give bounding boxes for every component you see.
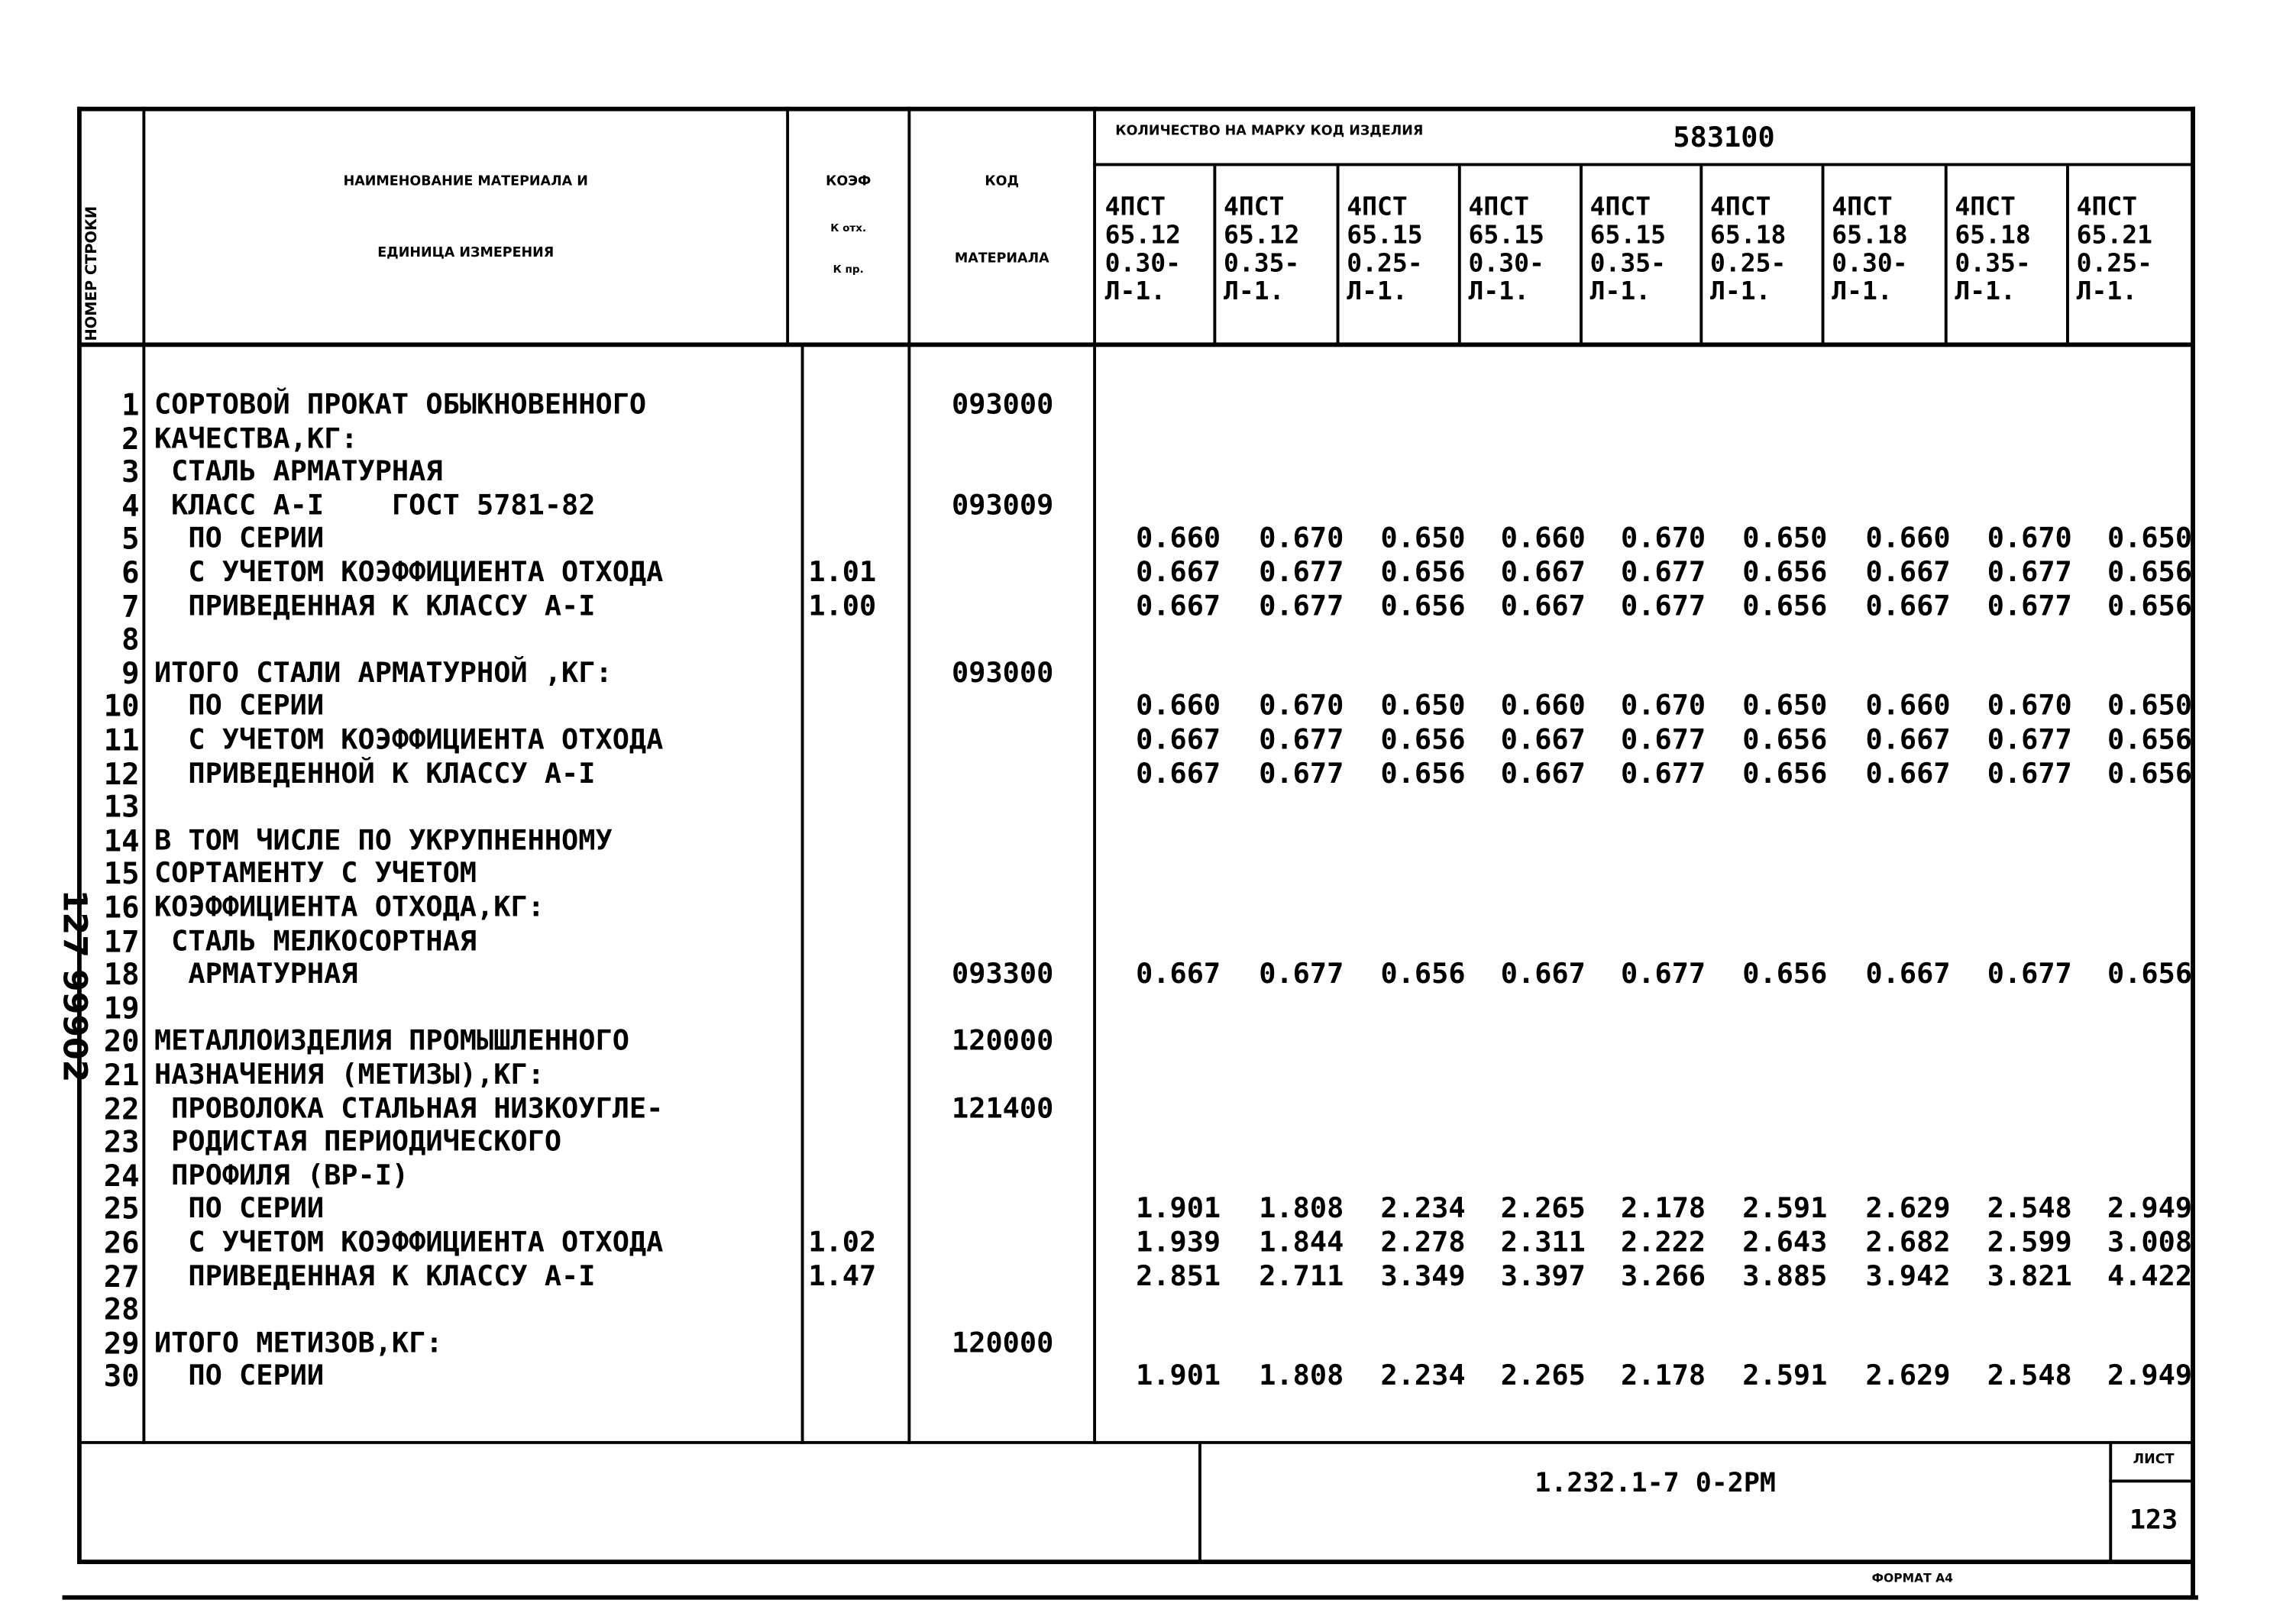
quantity-value: 0.677 xyxy=(1621,555,1706,589)
quantity-value: 3.397 xyxy=(1500,1259,1586,1293)
quantity-value: 0.670 xyxy=(1621,690,1706,723)
quantity-value: 0.650 xyxy=(1380,522,1466,555)
quantity-value: 0.667 xyxy=(1136,723,1221,757)
row-number: 12 xyxy=(103,755,140,791)
quantity-value: 0.670 xyxy=(1621,522,1706,555)
quantity-value: 0.656 xyxy=(1380,757,1466,790)
quantity-value: 0.667 xyxy=(1136,958,1221,991)
product-header: 4ПСТ 65.18 0.35- Л-1. xyxy=(1955,192,2031,307)
quantity-value: 0.656 xyxy=(1742,958,1828,991)
row-number: 3 xyxy=(121,454,140,490)
quantity-value: 0.677 xyxy=(1987,958,2072,991)
quantity-value: 0.667 xyxy=(1865,958,1951,991)
quantity-value: 1.808 xyxy=(1259,1192,1344,1226)
quantity-value: 0.656 xyxy=(2107,757,2193,790)
material-name: ПО СЕРИИ xyxy=(154,1192,325,1226)
quantity-value: 2.311 xyxy=(1500,1226,1586,1259)
material-name-header-line1: НАИМЕНОВАНИЕ МАТЕРИАЛА И xyxy=(343,175,588,190)
coef-header-line1: КОЭФ xyxy=(826,175,872,190)
quantity-value: 3.821 xyxy=(1987,1259,2072,1293)
material-name: В ТОМ ЧИСЛЕ ПО УКРУПНЕННОМУ xyxy=(154,823,613,857)
quantity-value: 0.670 xyxy=(1259,522,1344,555)
quantity-value: 3.266 xyxy=(1621,1259,1706,1293)
material-name: ПРОФИЛЯ (ВР-I) xyxy=(154,1159,409,1192)
quantity-value: 2.234 xyxy=(1380,1359,1466,1393)
row-number: 28 xyxy=(103,1291,140,1327)
quantity-value: 2.629 xyxy=(1865,1192,1951,1226)
quantity-value: 0.677 xyxy=(1987,723,2072,757)
quantity-value: 0.667 xyxy=(1136,589,1221,622)
quantity-value: 0.667 xyxy=(1136,555,1221,589)
quantity-value: 0.660 xyxy=(1136,522,1221,555)
quantity-value: 0.656 xyxy=(1380,958,1466,991)
product-header: 4ПСТ 65.12 0.35- Л-1. xyxy=(1224,192,1300,307)
quantity-value: 0.677 xyxy=(1621,589,1706,622)
quantity-value: 0.677 xyxy=(1987,589,2072,622)
frame-left xyxy=(77,107,82,1563)
quantity-value: 0.667 xyxy=(1865,555,1951,589)
quantity-value: 0.667 xyxy=(1500,757,1586,790)
quantity-value: 2.548 xyxy=(1987,1359,2072,1393)
product-header: 4ПСТ 65.15 0.30- Л-1. xyxy=(1468,192,1544,307)
product-code: 583100 xyxy=(1673,121,1775,154)
quantity-value: 2.949 xyxy=(2107,1192,2193,1226)
row-number: 10 xyxy=(103,688,140,725)
quantity-value: 0.656 xyxy=(2107,723,2193,757)
quantity-value: 3.349 xyxy=(1380,1259,1466,1293)
quantity-value: 0.667 xyxy=(1865,723,1951,757)
code-header-line2: МАТЕРИАЛА xyxy=(954,252,1049,267)
quantity-value: 2.548 xyxy=(1987,1192,2072,1226)
page-bottom-line xyxy=(63,1595,2198,1600)
quantity-value: 0.677 xyxy=(1621,757,1706,790)
material-name: ИТОГО МЕТИЗОВ,КГ: xyxy=(154,1327,443,1359)
col-divider-rownum xyxy=(142,107,145,1444)
quantity-value: 2.265 xyxy=(1500,1192,1586,1226)
quantity-value: 0.677 xyxy=(1987,555,2072,589)
row-number: 8 xyxy=(121,621,140,658)
material-name: СТАЛЬ АРМАТУРНАЯ xyxy=(154,455,443,489)
row-number: 2 xyxy=(121,420,140,457)
sheet-box-mid xyxy=(2109,1479,2195,1482)
row-number: 7 xyxy=(121,587,140,624)
material-code: 120000 xyxy=(952,1025,1054,1058)
frame-top xyxy=(77,107,2195,112)
material-name: С УЧЕТОМ КОЭФФИЦИЕНТА ОТХОДА xyxy=(154,555,664,589)
coef-value: 1.00 xyxy=(808,589,877,622)
row-number-header: НОМЕР СТРОКИ xyxy=(84,205,102,341)
quantity-value: 2.643 xyxy=(1742,1226,1828,1259)
row-number: 23 xyxy=(103,1123,140,1160)
frame-bottom xyxy=(77,1559,2195,1564)
quantity-value: 0.677 xyxy=(1259,589,1344,622)
quantity-value: 0.650 xyxy=(1742,522,1828,555)
quantity-value: 0.677 xyxy=(1621,958,1706,991)
col-divider-name-body xyxy=(801,344,804,1443)
col-divider-product-6 xyxy=(1822,166,1825,344)
document-code: 1.232.1-7 0-2РМ xyxy=(1534,1467,1776,1499)
quantity-value: 3.942 xyxy=(1865,1259,1951,1293)
quantity-value: 0.667 xyxy=(1865,589,1951,622)
quantity-value: 1.808 xyxy=(1259,1359,1344,1393)
quantity-value: 0.677 xyxy=(1259,757,1344,790)
col-divider-product-1 xyxy=(1213,166,1216,344)
quantity-value: 2.711 xyxy=(1259,1259,1344,1293)
quantity-value: 0.656 xyxy=(1742,757,1828,790)
quantity-value: 2.599 xyxy=(1987,1226,2072,1259)
row-number: 24 xyxy=(103,1157,140,1194)
quantity-value: 2.851 xyxy=(1136,1259,1221,1293)
quantity-value: 4.422 xyxy=(2107,1259,2193,1293)
row-number: 17 xyxy=(103,923,140,959)
col-divider-product-8 xyxy=(2066,166,2069,344)
quantity-value: 0.650 xyxy=(1380,690,1466,723)
material-name: СОРТАМЕНТУ С УЧЕТОМ xyxy=(154,857,477,890)
material-name: СТАЛЬ МЕЛКОСОРТНАЯ xyxy=(154,924,477,958)
footer-divider xyxy=(1198,1441,1201,1563)
table-bottom-line xyxy=(77,1441,2195,1444)
quantity-value: 0.656 xyxy=(1380,723,1466,757)
quantity-value: 2.265 xyxy=(1500,1359,1586,1393)
quantity-value: 0.656 xyxy=(1380,555,1466,589)
material-name: С УЧЕТОМ КОЭФФИЦИЕНТА ОТХОДА xyxy=(154,723,664,757)
material-name: КАЧЕСТВА,КГ: xyxy=(154,422,358,455)
row-number: 6 xyxy=(121,554,140,590)
quantity-value: 0.660 xyxy=(1136,690,1221,723)
product-header: 4ПСТ 65.12 0.30- Л-1. xyxy=(1104,192,1182,307)
material-name: СОРТОВОЙ ПРОКАТ ОБЫКНОВЕННОГО xyxy=(154,388,647,422)
quantity-value: 0.656 xyxy=(2107,958,2193,991)
material-name: МЕТАЛЛОИЗДЕЛИЯ ПРОМЫШЛЕННОГО xyxy=(154,1025,629,1058)
coef-header-line3: К пр. xyxy=(833,263,864,276)
material-name: С УЧЕТОМ КОЭФФИЦИЕНТА ОТХОДА xyxy=(154,1226,664,1259)
col-divider-product-2 xyxy=(1337,166,1340,344)
material-code: 093009 xyxy=(952,489,1054,522)
quantity-value: 0.667 xyxy=(1500,723,1586,757)
quantity-value: 0.670 xyxy=(1259,690,1344,723)
quantity-value: 0.677 xyxy=(1987,757,2072,790)
material-name: КЛАСС А-I ГОСТ 5781-82 xyxy=(154,489,596,522)
quantity-value: 0.650 xyxy=(2107,522,2193,555)
row-number: 25 xyxy=(103,1191,140,1227)
row-number: 9 xyxy=(121,654,140,691)
quantity-value: 0.667 xyxy=(1500,555,1586,589)
quantity-value: 0.656 xyxy=(1742,723,1828,757)
material-code: 120000 xyxy=(952,1327,1054,1359)
quantity-label-line xyxy=(1093,163,2195,166)
material-name: ПРИВЕДЕННАЯ К КЛАССУ А-I xyxy=(154,589,596,622)
row-number: 13 xyxy=(103,789,140,825)
material-name-header-line2: ЕДИНИЦА ИЗМЕРЕНИЯ xyxy=(377,246,555,261)
margin-stamp: 127 99902 xyxy=(54,889,92,1083)
row-number: 15 xyxy=(103,855,140,892)
quantity-value: 1.844 xyxy=(1259,1226,1344,1259)
quantity-value: 2.178 xyxy=(1621,1192,1706,1226)
quantity-value: 0.656 xyxy=(2107,555,2193,589)
material-code: 093300 xyxy=(952,958,1054,991)
material-name: ПРИВЕДЕННАЯ К КЛАССУ А-I xyxy=(154,1259,596,1293)
quantity-value: 2.629 xyxy=(1865,1359,1951,1393)
quantity-value: 0.650 xyxy=(2107,690,2193,723)
quantity-value: 0.667 xyxy=(1865,757,1951,790)
row-number: 29 xyxy=(103,1325,140,1361)
col-divider-coef xyxy=(907,107,910,1444)
row-number: 16 xyxy=(103,889,140,926)
quantity-value: 0.677 xyxy=(1259,723,1344,757)
col-divider-product-4 xyxy=(1580,166,1583,344)
quantity-value: 0.660 xyxy=(1865,690,1951,723)
coef-header-line2: К отх. xyxy=(830,222,867,234)
quantity-value: 1.939 xyxy=(1136,1226,1221,1259)
format-label: ФОРМАТ А4 xyxy=(1871,1571,1953,1585)
quantity-value: 2.234 xyxy=(1380,1192,1466,1226)
quantity-value: 2.178 xyxy=(1621,1359,1706,1393)
quantity-header: КОЛИЧЕСТВО НА МАРКУ КОД ИЗДЕЛИЯ xyxy=(1115,124,1424,140)
quantity-value: 0.677 xyxy=(1259,555,1344,589)
material-name: ИТОГО СТАЛИ АРМАТУРНОЙ ,КГ: xyxy=(154,656,613,690)
row-number: 11 xyxy=(103,722,140,758)
row-number: 1 xyxy=(121,386,140,423)
quantity-value: 0.650 xyxy=(1742,690,1828,723)
quantity-value: 0.667 xyxy=(1500,958,1586,991)
sheet-label: ЛИСТ xyxy=(2133,1453,2175,1468)
coef-value: 1.01 xyxy=(808,555,877,589)
quantity-value: 0.677 xyxy=(1259,958,1344,991)
row-number: 21 xyxy=(103,1057,140,1093)
quantity-value: 0.677 xyxy=(1621,723,1706,757)
product-header: 4ПСТ 65.18 0.25- Л-1. xyxy=(1709,192,1787,307)
material-name: ПО СЕРИИ xyxy=(154,1359,325,1393)
quantity-value: 2.278 xyxy=(1380,1226,1466,1259)
quantity-value: 3.008 xyxy=(2107,1226,2193,1259)
quantity-value: 0.656 xyxy=(2107,589,2193,622)
col-divider-product-7 xyxy=(1945,166,1948,344)
code-header-line1: КОД xyxy=(985,175,1020,190)
row-number: 27 xyxy=(103,1258,140,1294)
row-number: 14 xyxy=(103,823,140,858)
material-name: НАЗНАЧЕНИЯ (МЕТИЗЫ),КГ: xyxy=(154,1058,545,1091)
coef-value: 1.47 xyxy=(808,1259,877,1293)
material-code: 121400 xyxy=(952,1091,1054,1125)
quantity-value: 0.660 xyxy=(1500,522,1586,555)
quantity-value: 2.682 xyxy=(1865,1226,1951,1259)
material-name: АРМАТУРНАЯ xyxy=(154,958,358,991)
quantity-value: 0.667 xyxy=(1136,757,1221,790)
col-divider-product-3 xyxy=(1458,166,1461,344)
sheet-number: 123 xyxy=(2129,1504,2178,1537)
quantity-value: 3.885 xyxy=(1742,1259,1828,1293)
quantity-value: 0.667 xyxy=(1500,589,1586,622)
quantity-value: 0.656 xyxy=(1742,589,1828,622)
quantity-value: 0.656 xyxy=(1380,589,1466,622)
product-header: 4ПСТ 65.15 0.25- Л-1. xyxy=(1347,192,1423,307)
material-name: ПО СЕРИИ xyxy=(154,522,325,555)
quantity-value: 0.660 xyxy=(1500,690,1586,723)
row-number: 19 xyxy=(103,990,140,1026)
product-header: 4ПСТ 65.21 0.25- Л-1. xyxy=(2076,192,2153,307)
row-number: 20 xyxy=(103,1023,140,1059)
header-bottom-line xyxy=(77,342,2195,347)
material-code: 093000 xyxy=(952,388,1054,422)
quantity-value: 2.591 xyxy=(1742,1192,1828,1226)
product-header: 4ПСТ 65.18 0.30- Л-1. xyxy=(1832,192,1908,307)
quantity-value: 0.670 xyxy=(1987,690,2072,723)
material-name: КОЭФФИЦИЕНТА ОТХОДА,КГ: xyxy=(154,890,545,924)
material-name: ПРОВОЛОКА СТАЛЬНАЯ НИЗКОУГЛЕ- xyxy=(154,1091,664,1125)
row-number: 22 xyxy=(103,1090,140,1126)
quantity-value: 1.901 xyxy=(1136,1359,1221,1393)
row-number: 5 xyxy=(121,521,140,557)
col-divider-product-5 xyxy=(1699,166,1703,344)
row-number: 18 xyxy=(103,956,140,993)
quantity-value: 0.656 xyxy=(1742,555,1828,589)
coef-value: 1.02 xyxy=(808,1226,877,1259)
product-header: 4ПСТ 65.15 0.35- Л-1. xyxy=(1589,192,1667,307)
material-name: ПРИВЕДЕННОЙ К КЛАССУ А-I xyxy=(154,757,596,790)
material-code: 093000 xyxy=(952,656,1054,690)
quantity-value: 0.660 xyxy=(1865,522,1951,555)
row-number: 30 xyxy=(103,1358,140,1395)
quantity-value: 2.591 xyxy=(1742,1359,1828,1393)
row-number: 4 xyxy=(121,487,140,523)
quantity-value: 1.901 xyxy=(1136,1192,1221,1226)
quantity-value: 2.949 xyxy=(2107,1359,2193,1393)
row-number: 26 xyxy=(103,1224,140,1261)
col-divider-code xyxy=(1093,107,1096,1444)
quantity-value: 2.222 xyxy=(1621,1226,1706,1259)
material-name: ПО СЕРИИ xyxy=(154,690,325,723)
material-name: РОДИСТАЯ ПЕРИОДИЧЕСКОГО xyxy=(154,1125,562,1159)
quantity-value: 0.670 xyxy=(1987,522,2072,555)
